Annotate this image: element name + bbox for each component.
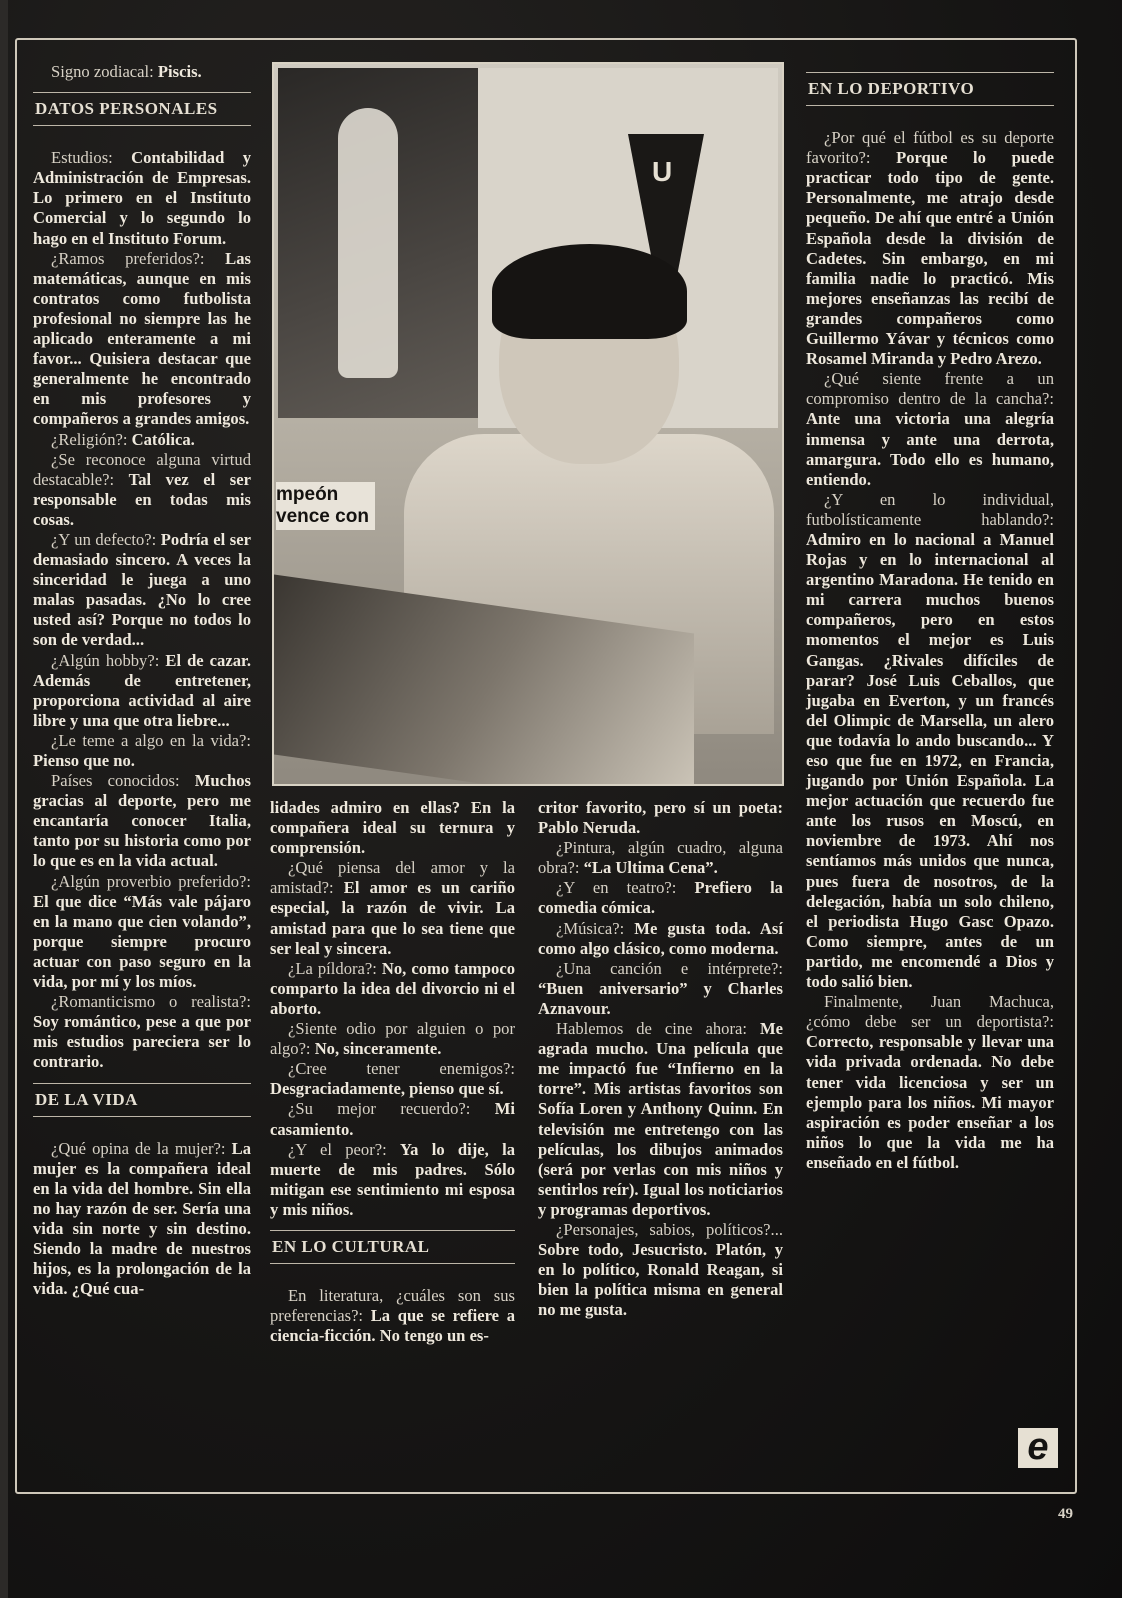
question-text: ¿Qué opina de la mujer?:	[51, 1138, 226, 1158]
interview-paragraph	[270, 858, 515, 958]
answer-text: Admiro en lo nacional a Manuel Rojas y en lo internacional al argentino Maradona. He tenido en mi carrera muchos buenos compañeros, pero en estos momentos el mejor es Luis Gangas. ¿Rivales difíciles de parar? José Luis Ceballos, que jugaba en Everton, y un francés del Olimpic de Marsella, un alero que todavía lo ando buscando... Y eso que fue en 1972, en Francia, jugando por Unión Española. La mejor actuación que recuerdo fue ante los rusos en Moscú, en noviembre de 1973. Ahí nos sentíamos más unidos que nunca, pues fuera de nosotros, de la delegación, había un solo chileno, el periodista Hugo Gasc Opazo. Como siempre, antes de un partido, me encomendé a Dios y todo salió bien.	[806, 529, 1054, 992]
answer-text: Sobre todo, Jesucristo. Platón, y en lo político, Ronald Reagan, si bien la política misma en general no me gusta.	[538, 1240, 783, 1320]
question-text: ¿Qué siente frente a un compromiso dentro de la cancha?:	[806, 369, 1054, 409]
answer-text: Me gusta toda. Así como algo clásico, como moderna.	[538, 918, 783, 958]
interview-paragraph	[33, 771, 251, 871]
question-text: ¿Y un defecto?:	[51, 529, 157, 549]
interview-paragraph	[33, 249, 251, 430]
interview-paragraph	[538, 959, 783, 1019]
answer-text: Piscis.	[157, 62, 202, 81]
question-text: ¿Por qué el fútbol es su deporte favorito?:	[806, 128, 1054, 168]
question-text: En literatura, ¿cuáles son sus preferencias?:	[270, 1286, 515, 1326]
question-text: Finalmente, Juan Machuca, ¿cómo debe ser un deportista?:	[806, 992, 1054, 1032]
column-4	[806, 62, 1054, 1173]
poster-text	[276, 482, 375, 530]
interview-paragraph	[538, 838, 783, 878]
interview-paragraph	[538, 1019, 783, 1220]
article-photo	[272, 62, 784, 786]
question-text: ¿Personajes, sabios, políticos?...	[556, 1219, 783, 1239]
answer-text: critor favorito, pero sí un poeta: Pablo Neruda.	[538, 798, 783, 838]
answer-text: Porque lo puede practicar todo tipo de gente. Personalmente, me atrajo desde pequeño. De ahí que entré a Unión Española desde la división de Cadetes. Sin embargo, en mi familia nadie lo practicó. Mis mejores enseñanzas las recibí de grandes compañeros como Guillermo Yávar y técnicos como Rosamel Miranda y Pedro Arezo.	[806, 148, 1054, 369]
interview-paragraph	[33, 530, 251, 651]
question-text: Estudios:	[51, 148, 113, 168]
answer-text: Desgraciadamente, pienso que sí.	[270, 1079, 504, 1099]
question-text: ¿Cree tener enemigos?:	[288, 1059, 515, 1079]
interview-paragraph	[538, 878, 783, 918]
question-text: ¿Siente odio por alguien o por algo?:	[270, 1019, 515, 1059]
answer-text: No, como tampoco comparto la idea del divorcio ni el aborto.	[270, 958, 515, 1018]
answer-text: Pienso que no.	[33, 751, 135, 770]
interview-paragraph	[538, 798, 783, 838]
question-text: ¿Se reconoce alguna virtud destacable?:	[33, 449, 251, 489]
answer-text: Contabilidad y Administración de Empresas. Lo primero en el Instituto Comercial y lo segundo lo hago en el Instituto Forum.	[33, 148, 251, 248]
interview-paragraph	[270, 959, 515, 1019]
answer-text: Correcto, responsable y llevar una vida privada ordenada. No debe tener vida licenciosa y ser un ejemplo para los niños. Mi mayor aspiración es poder enseñar a los niños lo que la vida me ha enseñado en el fútbol.	[806, 1032, 1054, 1172]
question-text: ¿Algún proverbio preferido?:	[51, 871, 251, 891]
answer-text: No, sinceramente.	[314, 1039, 442, 1059]
question-text: ¿Le teme a algo en la vida?:	[51, 730, 251, 750]
question-text: ¿Su mejor recuerdo?:	[288, 1099, 471, 1119]
answer-text: Mi casamiento.	[270, 1099, 515, 1139]
question-text: ¿Y en lo individual, futbolísticamente hablando?:	[806, 489, 1054, 529]
interview-paragraph	[33, 992, 251, 1072]
page-edge	[0, 0, 8, 1598]
interview-paragraph	[33, 651, 251, 731]
question-text: ¿Religión?:	[51, 429, 128, 449]
poster-text-line-2: vence con	[276, 506, 369, 527]
interview-paragraph	[33, 872, 251, 993]
answer-text: Muchos gracias al deporte, pero me encantaría conocer Italia, tanto por su historia como por lo que es en la vida actual.	[33, 771, 251, 871]
question-text: ¿Pintura, algún cuadro, alguna obra?:	[538, 838, 783, 878]
section-heading: EN LO DEPORTIVO	[806, 72, 1054, 106]
section-heading: EN LO CULTURAL	[270, 1230, 515, 1264]
interview-paragraph	[33, 148, 251, 248]
pennant-letter: U	[652, 156, 673, 187]
interview-paragraph	[806, 992, 1054, 1173]
poster-text-line-1: mpeón	[276, 484, 339, 505]
answer-text: Las matemáticas, aunque en mis contratos como futbolista profesional no siempre las he aplicado enteramente a mi favor... Quisiera destacar que generalmente he encontrado en mis profesores y compañeros a grandes amigos.	[33, 248, 251, 429]
section-heading: DATOS PERSONALES	[33, 92, 251, 126]
interview-paragraph	[33, 430, 251, 450]
answer-text: Católica.	[131, 429, 195, 449]
question-text: ¿Ramos preferidos?:	[51, 248, 205, 268]
page-number: 49	[1058, 1506, 1073, 1522]
column-1	[33, 62, 251, 1299]
answer-text: Tal vez el ser responsable en todas mis cosas.	[33, 469, 251, 529]
interview-paragraph	[33, 1139, 251, 1300]
interview-paragraph	[33, 450, 251, 530]
answer-text: El que dice “Más vale pájaro en la mano que cien volando”, porque siempre procuro actuar con paso seguro en la vida, por mí y los míos.	[33, 891, 251, 992]
question-text: Signo zodiacal:	[51, 62, 154, 81]
answer-text: Soy romántico, pese a que por mis estudios pareciera ser lo contrario.	[33, 1012, 251, 1072]
interview-paragraph	[538, 919, 783, 959]
question-text: Países conocidos:	[51, 771, 180, 791]
interview-paragraph	[270, 1099, 515, 1139]
answer-text: “La Ultima Cena”.	[583, 858, 718, 878]
magazine-logo: e	[1018, 1428, 1058, 1468]
interview-paragraph	[270, 1019, 515, 1059]
question-text: ¿La píldora?:	[288, 958, 377, 978]
question-text: ¿Qué piensa del amor y la amistad?:	[270, 858, 515, 898]
answer-text: La mujer es la compañera ideal en la vida del hombre. Sin ella no hay razón de ser. Sería una vida sin norte y sin destino. Siendo la madre de nuestros hijos, es la prolongación de la vida. ¿Qué cua-	[33, 1138, 251, 1299]
answer-text: La que se refiere a ciencia-ficción. No tengo un es-	[270, 1306, 515, 1346]
tennis-player-photo	[278, 68, 478, 418]
question-text: ¿Música?:	[556, 918, 625, 938]
question-text: ¿Una canción e intérprete?:	[556, 958, 783, 978]
question-text: Hablemos de cine ahora:	[556, 1019, 747, 1039]
answer-text: El de cazar. Además de entretener, proporciona actividad al aire libre y una que otra liebre...	[33, 650, 251, 730]
section-heading: DE LA VIDA	[33, 1083, 251, 1117]
answer-text: Ante una victoria una alegría inmensa y ante una derrota, amargura. Todo ello es humano, entiendo.	[806, 409, 1054, 489]
interview-paragraph	[33, 62, 251, 82]
answer-text: Ya lo dije, la muerte de mis padres. Sólo mitigan ese sentimiento mi esposa y mis niños.	[270, 1139, 515, 1219]
answer-text: lidades admiro en ellas? En la compañera ideal su ternura y comprensión.	[270, 798, 515, 858]
column-3	[538, 798, 783, 1320]
interview-paragraph	[270, 1140, 515, 1220]
interview-paragraph	[538, 1220, 783, 1320]
question-text: ¿Romanticismo o realista?:	[51, 992, 251, 1012]
question-text: ¿Y en teatro?:	[556, 878, 677, 898]
player-hair	[492, 244, 687, 339]
interview-paragraph	[270, 1286, 515, 1346]
interview-paragraph	[33, 731, 251, 771]
column-2	[270, 798, 515, 1346]
answer-text: Me agrada mucho. Una película que me impactó fue “Infierno en la torre”. Mis artistas favoritos son Sofía Loren y Anthony Quinn. En televisión me entretengo con las películas, los dibujos animados (será por verlas con mis niños y sentirlos reír). Igual los noticiarios y programas deportivos.	[538, 1019, 783, 1219]
answer-text: Prefiero la comedia cómica.	[538, 878, 783, 918]
answer-text: El amor es un cariño especial, la razón de vivir. La amistad para que lo sea tiene que ser leal y sincera.	[270, 878, 515, 958]
question-text: ¿Algún hobby?:	[51, 650, 160, 670]
interview-paragraph	[806, 128, 1054, 369]
question-text: ¿Y el peor?:	[288, 1139, 387, 1159]
interview-paragraph	[806, 490, 1054, 992]
interview-paragraph	[806, 369, 1054, 490]
answer-text: “Buen aniversario” y Charles Aznavour.	[538, 978, 783, 1018]
answer-text: Podría el ser demasiado sincero. A veces la sinceridad le juega a uno malas pasadas. ¿No lo cree usted así? Porque no todos lo son de verdad...	[33, 529, 251, 650]
interview-paragraph	[270, 1059, 515, 1099]
interview-paragraph	[270, 798, 515, 858]
